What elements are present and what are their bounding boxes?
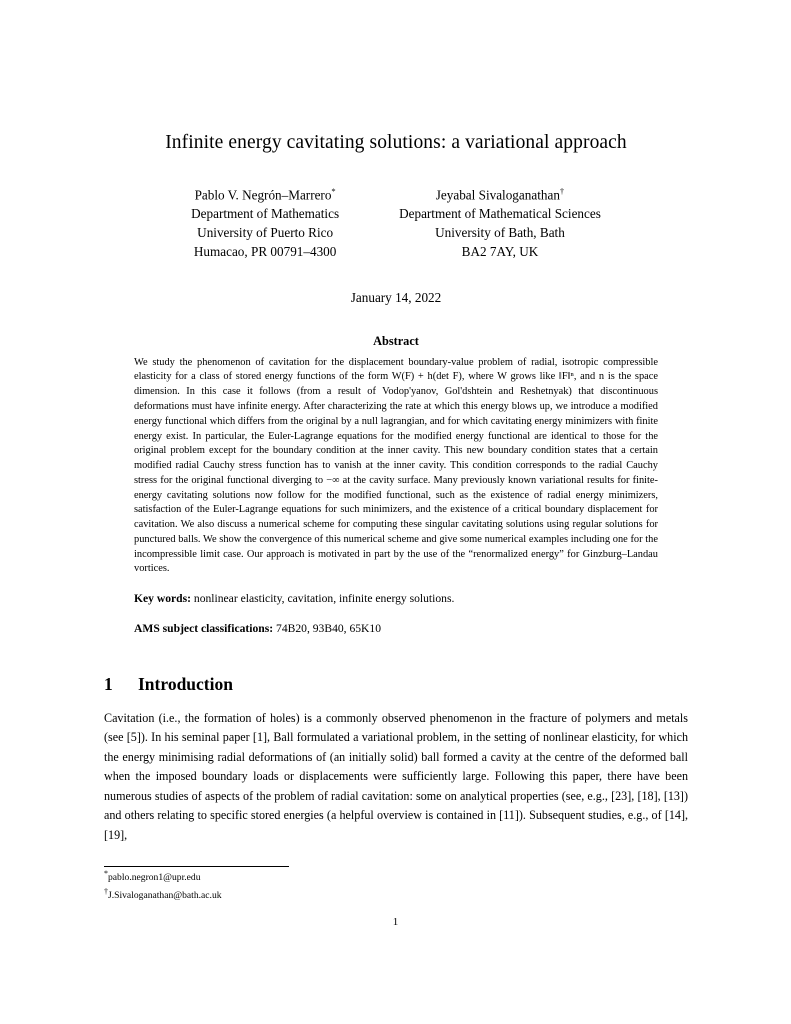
footnote-marker: † xyxy=(559,186,565,197)
page-number: 1 xyxy=(392,916,399,928)
author-affiliation-line: University of Puerto Rico xyxy=(197,225,334,241)
abstract-heading: Abstract xyxy=(373,333,419,348)
author-name: Pablo V. Negrón–Marrero* xyxy=(194,186,336,203)
footnote-marker: † xyxy=(104,886,108,896)
author-affiliation-line: University of Bath, Bath xyxy=(435,225,565,241)
section-paragraph: Cavitation (i.e., the formation of holes) is a commonly observed phenomenon in the fracture of polymers and metals (see [5]). In his seminal paper [1], Ball formulated a variational problem, in the setting of nonlinear elasticity, for which the energy minimising radial deformations of (an initially solid) ball formed a cavity at the centre of the deformed ball when the imposed boundary loads or displacements were sufficiently large. Following this paper, there have been numerous studies of aspects of the problem of radial cavitation: some on analytical properties (see, e.g., [23], [18], [13]) and others relating to specific stored energies (a helpful overview is contained in [11]). Subsequent studies, e.g., of [14], [19], xyxy=(104,710,688,843)
footnote-item xyxy=(104,868,688,886)
section-heading-introduction xyxy=(104,674,688,695)
author-block xyxy=(104,185,688,261)
author-affiliation-line: Department of Mathematics xyxy=(191,206,340,222)
author-affiliation-line: BA2 7AY, UK xyxy=(461,243,539,259)
author-entry xyxy=(399,185,601,261)
author-entry xyxy=(191,185,339,261)
ams-value: 74B20, 93B40, 65K10 xyxy=(276,622,382,636)
abstract-text: We study the phenomenon of cavitation for the displacement boundary-value problem of radial, isotropic compressible elasticity for a class of stored energy functions of the form W(F) + h(det F), where W grows like ‖F‖ⁿ, and n is the space dimension. In this case it follows (from a result of Vodop'yanov, Gol'dshtein and Reshetnyak) that discontinuous deformations must have infinite energy. After characterizing the rate at which this energy blows up, we introduce a modified energy functional which differs from the original by a null lagrangian, and for which cavitating energy minimizers with finite energy exist. In particular, the Euler-Lagrange equations for the modified energy functional are identical to those for the original problem except for the boundary condition at the inner cavity. This new boundary condition states that a certain modified radial Cauchy stress function has to vanish at the inner cavity. This condition corresponds to the radial Cauchy stress for the original functional diverging to −∞ at the cavity surface. Many previously known variational results for finite-energy cavitating solutions now follow for the modified functional, such as the existence of radial energy minimizers, satisfaction of the Euler-Lagrange equations for such minimizers, and the existence of a critical boundary displacement for cavitation. We also discuss a numerical scheme for computing these singular cavitating solutions using regular solutions for punctured balls. We show the convergence of this numerical scheme and give some numerical examples including one for the incompressible limit case. Our approach is motivated in part by the use of the “renormalized energy” for Ginzburg–Landau vortices. xyxy=(134,356,658,575)
footnote-block xyxy=(104,868,688,904)
footnote-text: J.Sivaloganathan@bath.ac.uk xyxy=(108,889,222,901)
section-title: Introduction xyxy=(138,673,233,694)
keywords-line xyxy=(134,591,658,607)
footnote-marker: * xyxy=(331,186,336,197)
ams-classifications-line xyxy=(134,621,658,637)
footnote-item xyxy=(104,886,688,904)
author-name: Jeyabal Sivaloganathan† xyxy=(435,186,565,203)
author-affiliation-line: Humacao, PR 00791–4300 xyxy=(193,243,337,259)
keywords-label: Key words: xyxy=(134,592,191,606)
author-affiliation-line: Department of Mathematical Sciences xyxy=(399,206,601,222)
keywords-value: nonlinear elasticity, cavitation, infinite energy solutions. xyxy=(193,592,455,606)
footnote-marker: * xyxy=(104,869,108,878)
footnote-rule xyxy=(104,866,289,867)
ams-label: AMS subject classifications: xyxy=(134,622,274,636)
section-number: 1 xyxy=(104,673,113,694)
publication-date: January 14, 2022 xyxy=(350,289,442,305)
page-title: Infinite energy cavitating solutions: a variational approach xyxy=(165,132,627,153)
footnote-text: pablo.negron1@upr.edu xyxy=(108,872,201,884)
paper-content xyxy=(104,130,688,846)
